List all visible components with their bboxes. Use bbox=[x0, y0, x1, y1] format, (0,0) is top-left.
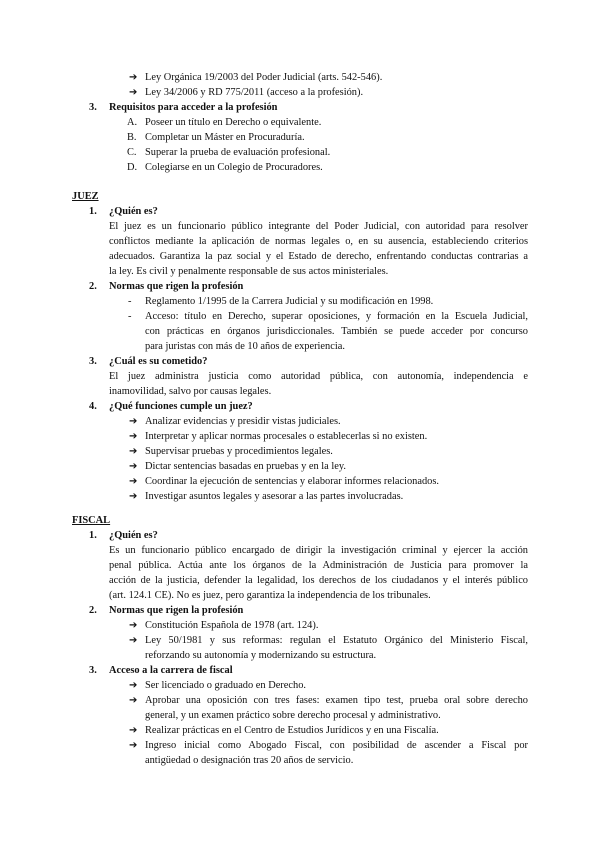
list-item-text: Dictar sentencias basadas en pruebas y en la ley. bbox=[145, 461, 346, 472]
section-heading bbox=[0, 663, 600, 678]
list-item bbox=[0, 618, 600, 633]
list-letter: B. bbox=[127, 132, 137, 143]
section-heading bbox=[0, 279, 600, 294]
arrow-bullet-icon: ➔ bbox=[129, 635, 138, 646]
section-heading bbox=[0, 399, 600, 414]
list-letter: C. bbox=[127, 147, 137, 158]
list-item-continuation: reforzando su autonomía y modernizando su estructura. bbox=[145, 650, 377, 661]
list-item-text: Coordinar la ejecución de sentencias y elaborar informes relacionados. bbox=[145, 476, 439, 487]
section-number: 4. bbox=[89, 401, 97, 412]
dash-bullet: - bbox=[128, 311, 132, 322]
list-item bbox=[0, 414, 600, 429]
section-heading bbox=[0, 603, 600, 618]
section-heading bbox=[0, 528, 600, 543]
arrow-bullet-icon: ➔ bbox=[129, 431, 138, 442]
list-item bbox=[0, 70, 600, 85]
list-item bbox=[0, 160, 600, 175]
list-item-text: Constitución Española de 1978 (art. 124). bbox=[145, 620, 319, 631]
list-item-text: Ingreso inicial como Abogado Fiscal, con posibilidad de ascender a Fiscal por bbox=[145, 740, 528, 751]
paragraph-line: adecuados. Garantiza la paz social y el Estado de derecho, enfrentando conductas contrarias a bbox=[109, 251, 528, 262]
list-item bbox=[0, 474, 600, 489]
list-item bbox=[0, 429, 600, 444]
procurador-section bbox=[0, 70, 600, 175]
list-item-text: Ley Orgánica 19/2003 del Poder Judicial (arts. 542-546). bbox=[145, 72, 383, 83]
arrow-bullet-icon: ➔ bbox=[129, 491, 138, 502]
section-heading bbox=[0, 100, 600, 115]
list-item bbox=[0, 678, 600, 693]
section-title: ¿Cuál es su cometido? bbox=[109, 356, 208, 367]
arrow-bullet-icon: ➔ bbox=[129, 740, 138, 751]
list-item bbox=[0, 309, 600, 324]
list-item bbox=[0, 633, 600, 648]
section-heading bbox=[0, 204, 600, 219]
section-title: Normas que rigen la profesión bbox=[109, 605, 244, 616]
list-item-text: Analizar evidencias y presidir vistas judiciales. bbox=[145, 416, 341, 427]
list-item bbox=[0, 85, 600, 100]
juez-heading-row bbox=[0, 189, 600, 204]
paragraph-line: penal pública. Actúa ante los órganos de la Administración de Justicia para promover la bbox=[109, 560, 528, 571]
list-item bbox=[0, 130, 600, 145]
list-item-continuation: antigüedad o designación tras 20 años de servicio. bbox=[145, 755, 354, 766]
section-number: 3. bbox=[89, 356, 97, 367]
juez-heading: JUEZ bbox=[72, 191, 99, 202]
list-item bbox=[0, 489, 600, 504]
paragraph-line: El juez administra justicia como autoridad pública, con autonomía, independencia e bbox=[109, 371, 528, 382]
fiscal-heading-row bbox=[0, 513, 600, 528]
arrow-bullet-icon: ➔ bbox=[129, 461, 138, 472]
list-item-text: Supervisar pruebas y procedimientos legales. bbox=[145, 446, 333, 457]
list-item bbox=[0, 738, 600, 753]
list-item-text: Interpretar y aplicar normas procesales o establecerlas si no existen. bbox=[145, 431, 428, 442]
arrow-bullet-icon: ➔ bbox=[129, 680, 138, 691]
paragraph-line: (art. 124.1 CE). No es juez, pero garantiza la independencia de los tribunales. bbox=[109, 590, 431, 601]
list-item bbox=[0, 459, 600, 474]
paragraph-line: inamovilidad, salvo por causas legales. bbox=[109, 386, 272, 397]
section-title: ¿Quién es? bbox=[109, 206, 158, 217]
section-number: 2. bbox=[89, 281, 97, 292]
list-item-text: Realizar prácticas en el Centro de Estudios Jurídicos y en una Fiscalía. bbox=[145, 725, 439, 736]
list-item-text: Ley 34/2006 y RD 775/2011 (acceso a la profesión). bbox=[145, 87, 364, 98]
arrow-bullet-icon: ➔ bbox=[129, 476, 138, 487]
juez-section bbox=[0, 189, 600, 504]
arrow-bullet-icon: ➔ bbox=[129, 416, 138, 427]
paragraph-line: Es un funcionario público encargado de dirigir la investigación criminal y ejercer la acción bbox=[109, 545, 528, 556]
list-letter: D. bbox=[127, 162, 138, 173]
arrow-bullet-icon: ➔ bbox=[129, 72, 138, 83]
section-number: 1. bbox=[89, 206, 97, 217]
section-number: 1. bbox=[89, 530, 97, 541]
section-title: Requisitos para acceder a la profesión bbox=[109, 102, 278, 113]
section-title: Acceso a la carrera de fiscal bbox=[109, 665, 233, 676]
list-item bbox=[0, 444, 600, 459]
list-item-continuation: para juristas con más de 10 años de experiencia. bbox=[145, 341, 345, 352]
section-heading bbox=[0, 354, 600, 369]
paragraph-line: El juez es un funcionario público integrante del Poder Judicial, con autoridad para resolver bbox=[109, 221, 528, 232]
list-item-continuation: con prácticas en órganos jurisdiccionales. También se puede acceder por concurso bbox=[145, 326, 528, 337]
section-title: Normas que rigen la profesión bbox=[109, 281, 244, 292]
list-item bbox=[0, 145, 600, 160]
list-item-text: Poseer un título en Derecho o equivalente. bbox=[145, 117, 322, 128]
list-item bbox=[0, 693, 600, 708]
list-item-text: Acceso: título en Derecho, superar oposiciones, y formación en la Escuela Judicial, bbox=[145, 311, 528, 322]
list-item-text: Completar un Máster en Procuraduría. bbox=[145, 132, 305, 143]
list-item-text: Ser licenciado o graduado en Derecho. bbox=[145, 680, 306, 691]
arrow-bullet-icon: ➔ bbox=[129, 695, 138, 706]
paragraph-line: acción de la justicia, defender la legalidad, los derechos de los ciudadanos y el interés público bbox=[109, 575, 528, 586]
arrow-bullet-icon: ➔ bbox=[129, 446, 138, 457]
list-item-text: Aprobar una oposición con tres fases: examen tipo test, prueba oral sobre derecho bbox=[145, 695, 528, 706]
arrow-bullet-icon: ➔ bbox=[129, 620, 138, 631]
section-title: ¿Qué funciones cumple un juez? bbox=[109, 401, 253, 412]
arrow-bullet-icon: ➔ bbox=[129, 87, 138, 98]
dash-bullet: - bbox=[128, 296, 132, 307]
section-number: 2. bbox=[89, 605, 97, 616]
paragraph-line: la ley. Es civil y penalmente responsable de sus actos ministeriales. bbox=[109, 266, 389, 277]
section-number: 3. bbox=[89, 665, 97, 676]
arrow-bullet-icon: ➔ bbox=[129, 725, 138, 736]
list-letter: A. bbox=[127, 117, 138, 128]
paragraph-line: conflictos mediante la aplicación de normas legales o, en su ausencia, estableciendo criterios bbox=[109, 236, 528, 247]
list-item-text: Superar la prueba de evaluación profesional. bbox=[145, 147, 331, 158]
list-item-text: Colegiarse en un Colegio de Procuradores. bbox=[145, 162, 323, 173]
list-item-text: Reglamento 1/1995 de la Carrera Judicial y su modificación en 1998. bbox=[145, 296, 434, 307]
section-number: 3. bbox=[89, 102, 97, 113]
list-item-continuation: general, y un examen práctico sobre derecho procesal y administrativo. bbox=[145, 710, 441, 721]
list-item bbox=[0, 294, 600, 309]
list-item bbox=[0, 115, 600, 130]
list-item-text: Investigar asuntos legales y asesorar a las partes involucradas. bbox=[145, 491, 404, 502]
list-item bbox=[0, 723, 600, 738]
fiscal-section bbox=[0, 513, 600, 768]
section-title: ¿Quién es? bbox=[109, 530, 158, 541]
list-item-text: Ley 50/1981 y sus reformas: regulan el Estatuto Orgánico del Ministerio Fiscal, bbox=[145, 635, 528, 646]
fiscal-heading: FISCAL bbox=[72, 515, 111, 526]
